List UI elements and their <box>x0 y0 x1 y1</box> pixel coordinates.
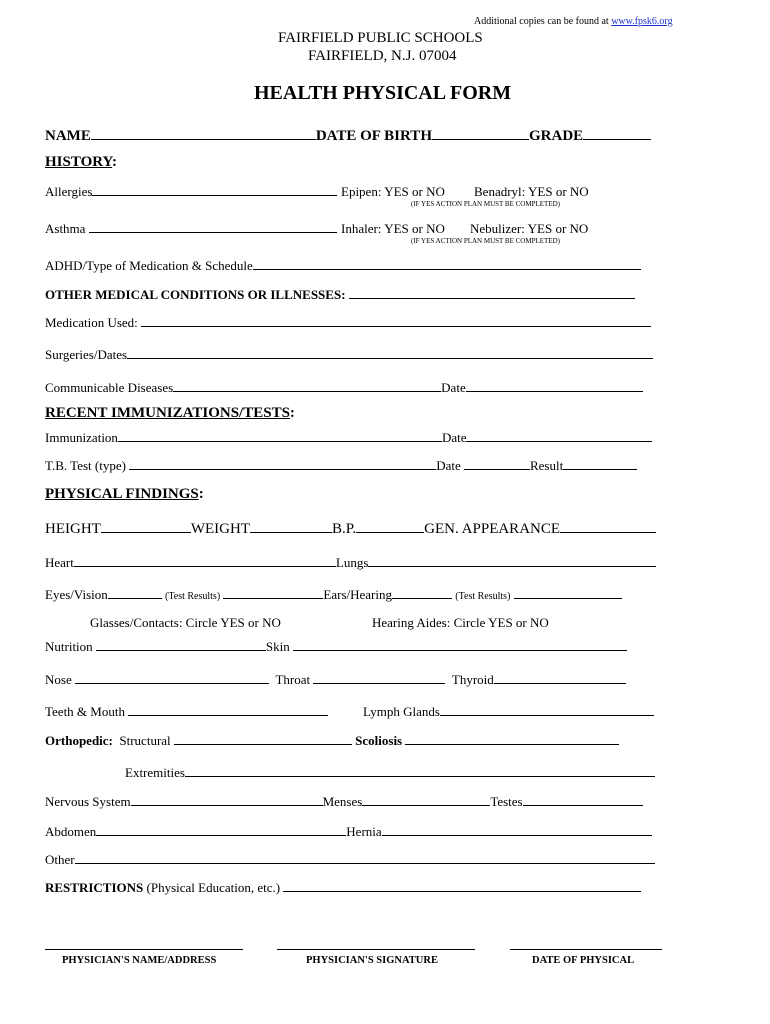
asthma-label: Asthma <box>45 221 86 236</box>
throat-field[interactable] <box>313 672 445 684</box>
surgeries-field[interactable] <box>127 347 653 359</box>
communicable-field[interactable] <box>173 380 441 392</box>
allergies-row <box>45 184 337 200</box>
hernia-field[interactable] <box>382 824 652 836</box>
heart-lungs-row <box>45 555 656 571</box>
eyes-ears-row <box>45 587 622 603</box>
restrictions-note: (Physical Education, etc.) <box>146 880 281 895</box>
abdomen-field[interactable] <box>96 824 346 836</box>
copies-note <box>474 16 673 27</box>
date-of-physical-line[interactable] <box>510 949 662 950</box>
thyroid-label: Thyroid <box>451 672 494 687</box>
other-label: Other <box>45 852 75 867</box>
medication-label: Medication Used: <box>45 315 138 330</box>
lymph-field[interactable] <box>440 704 654 716</box>
tb-field[interactable] <box>129 458 436 470</box>
glasses-choice[interactable]: Glasses/Contacts: Circle YES or NO <box>90 615 281 630</box>
menses-label: Menses <box>322 794 363 809</box>
lymph-label: Lymph Glands <box>363 704 440 719</box>
ears-test-results: (Test Results) <box>455 591 511 602</box>
restrictions-row <box>45 880 641 896</box>
action-plan-note: (IF YES ACTION PLAN MUST BE COMPLETED) <box>411 200 560 208</box>
adhd-label: ADHD/Type of Medication & Schedule <box>45 258 253 273</box>
testes-field[interactable] <box>523 794 643 806</box>
physician-name-line[interactable] <box>45 949 243 950</box>
extremities-label: Extremities <box>125 765 185 780</box>
teeth-label: Teeth & Mouth <box>45 704 125 719</box>
orthopedic-label: Orthopedic: <box>45 733 113 748</box>
date-of-physical-caption: DATE OF PHYSICAL <box>532 955 635 966</box>
structural-label: Structural <box>119 733 171 748</box>
eyes-field[interactable] <box>108 587 162 599</box>
school-name: FAIRFIELD PUBLIC SCHOOLS <box>278 30 483 46</box>
extremities-field[interactable] <box>185 765 655 777</box>
name-field[interactable] <box>91 128 316 140</box>
orthopedic-row <box>45 733 619 749</box>
website-link[interactable]: www.fpsk6.org <box>611 16 673 27</box>
extremities-row <box>125 765 655 781</box>
abdomen-row <box>45 824 652 840</box>
epipen-choice[interactable]: Epipen: YES or NO <box>341 184 445 199</box>
eyes-label: Eyes/Vision <box>45 587 108 602</box>
grade-label: GRADE <box>528 128 584 144</box>
dob-label: DATE OF BIRTH <box>315 128 432 144</box>
nervous-row <box>45 794 643 810</box>
heart-label: Heart <box>45 555 74 570</box>
hearing-aides-choice[interactable]: Hearing Aides: Circle YES or NO <box>372 615 549 630</box>
adhd-field[interactable] <box>253 258 641 270</box>
lungs-label: Lungs <box>335 555 369 570</box>
tb-date-label: Date <box>436 458 461 473</box>
dob-field[interactable] <box>432 128 529 140</box>
nervous-field[interactable] <box>131 794 323 806</box>
restrictions-field[interactable] <box>283 880 641 892</box>
history-heading: HISTORY: <box>45 154 118 170</box>
height-field[interactable] <box>101 521 191 533</box>
bp-label: B.P. <box>331 521 357 537</box>
tb-row <box>45 458 637 474</box>
grade-field[interactable] <box>583 128 651 140</box>
nervous-label: Nervous System <box>45 794 131 809</box>
nutrition-label: Nutrition <box>45 639 93 654</box>
surgeries-row <box>45 347 653 363</box>
nutrition-field[interactable] <box>96 639 266 651</box>
tb-result-field[interactable] <box>563 458 637 470</box>
communicable-row <box>45 380 643 396</box>
hernia-label: Hernia <box>346 824 382 839</box>
skin-field[interactable] <box>293 639 627 651</box>
ears-field[interactable] <box>392 587 452 599</box>
nutrition-skin-row <box>45 639 627 655</box>
skin-label: Skin <box>265 639 290 654</box>
nebulizer-choice[interactable]: Nebulizer: YES or NO <box>470 221 589 236</box>
communicable-date-label: Date <box>441 380 466 395</box>
scoliosis-label: Scoliosis <box>355 733 403 748</box>
immunization-field[interactable] <box>118 430 442 442</box>
heart-field[interactable] <box>74 555 336 567</box>
immunization-label: Immunization <box>45 430 118 445</box>
tb-result-label: Result <box>529 458 564 473</box>
nose-label: Nose <box>45 672 72 687</box>
ears-results-field[interactable] <box>514 587 622 599</box>
immunization-date-label: Date <box>441 430 467 445</box>
vitals-row <box>45 521 656 538</box>
name-label: NAME <box>45 128 91 144</box>
allergies-field[interactable] <box>92 184 337 196</box>
immunizations-heading: RECENT IMMUNIZATIONS/TESTS: <box>45 405 295 421</box>
form-title: HEALTH PHYSICAL FORM <box>254 82 512 104</box>
physician-signature-caption: PHYSICIAN'S SIGNATURE <box>306 955 438 966</box>
bp-field[interactable] <box>356 521 424 533</box>
eyes-test-results: (Test Results) <box>165 591 221 602</box>
eyes-results-field[interactable] <box>223 587 323 599</box>
adhd-row <box>45 258 641 274</box>
medication-row <box>45 315 651 331</box>
abdomen-label: Abdomen <box>45 824 97 839</box>
other-conditions-field[interactable] <box>349 287 635 299</box>
tb-date-field[interactable] <box>464 458 530 470</box>
asthma-field[interactable] <box>89 221 337 233</box>
lungs-field[interactable] <box>368 555 656 567</box>
physician-signature-line[interactable] <box>277 949 475 950</box>
other-row <box>45 852 655 868</box>
nose-throat-row <box>45 672 626 688</box>
weight-label: WEIGHT <box>190 521 250 537</box>
immunization-row <box>45 430 652 446</box>
other-conditions-label: OTHER MEDICAL CONDITIONS OR ILLNESSES: <box>45 287 346 302</box>
allergies-label: Allergies <box>45 184 93 199</box>
surgeries-label: Surgeries/Dates <box>45 347 128 362</box>
scoliosis-field[interactable] <box>405 733 619 745</box>
menses-field[interactable] <box>362 794 490 806</box>
nose-field[interactable] <box>75 672 269 684</box>
restrictions-label: RESTRICTIONS <box>45 880 144 895</box>
appearance-label: GEN. APPEARANCE <box>424 521 561 537</box>
asthma-row <box>45 221 337 237</box>
lymph-row <box>363 704 654 720</box>
testes-label: Testes <box>490 794 523 809</box>
throat-label: Throat <box>275 672 311 687</box>
student-info-row <box>45 128 651 145</box>
communicable-label: Communicable Diseases <box>45 380 174 395</box>
ears-label: Ears/Hearing <box>323 587 393 602</box>
action-plan-note: (IF YES ACTION PLAN MUST BE COMPLETED) <box>411 237 560 245</box>
school-address: FAIRFIELD, N.J. 07004 <box>308 48 457 64</box>
other-field[interactable] <box>75 852 655 864</box>
thyroid-field[interactable] <box>494 672 626 684</box>
benadryl-choice[interactable]: Benadryl: YES or NO <box>474 184 589 199</box>
teeth-row <box>45 704 328 720</box>
weight-field[interactable] <box>250 521 332 533</box>
physician-name-caption: PHYSICIAN'S NAME/ADDRESS <box>62 955 217 966</box>
structural-field[interactable] <box>174 733 352 745</box>
teeth-field[interactable] <box>128 704 328 716</box>
inhaler-choice[interactable]: Inhaler: YES or NO <box>341 221 445 236</box>
other-conditions-row <box>45 287 635 303</box>
height-label: HEIGHT <box>45 521 101 537</box>
communicable-date-field[interactable] <box>466 380 643 392</box>
appearance-field[interactable] <box>560 521 656 533</box>
copies-note-text: Additional copies can be found at <box>474 16 609 27</box>
medication-field[interactable] <box>141 315 651 327</box>
physical-heading: PHYSICAL FINDINGS: <box>45 486 204 502</box>
tb-label: T.B. Test (type) <box>45 458 126 473</box>
immunization-date-field[interactable] <box>466 430 652 442</box>
